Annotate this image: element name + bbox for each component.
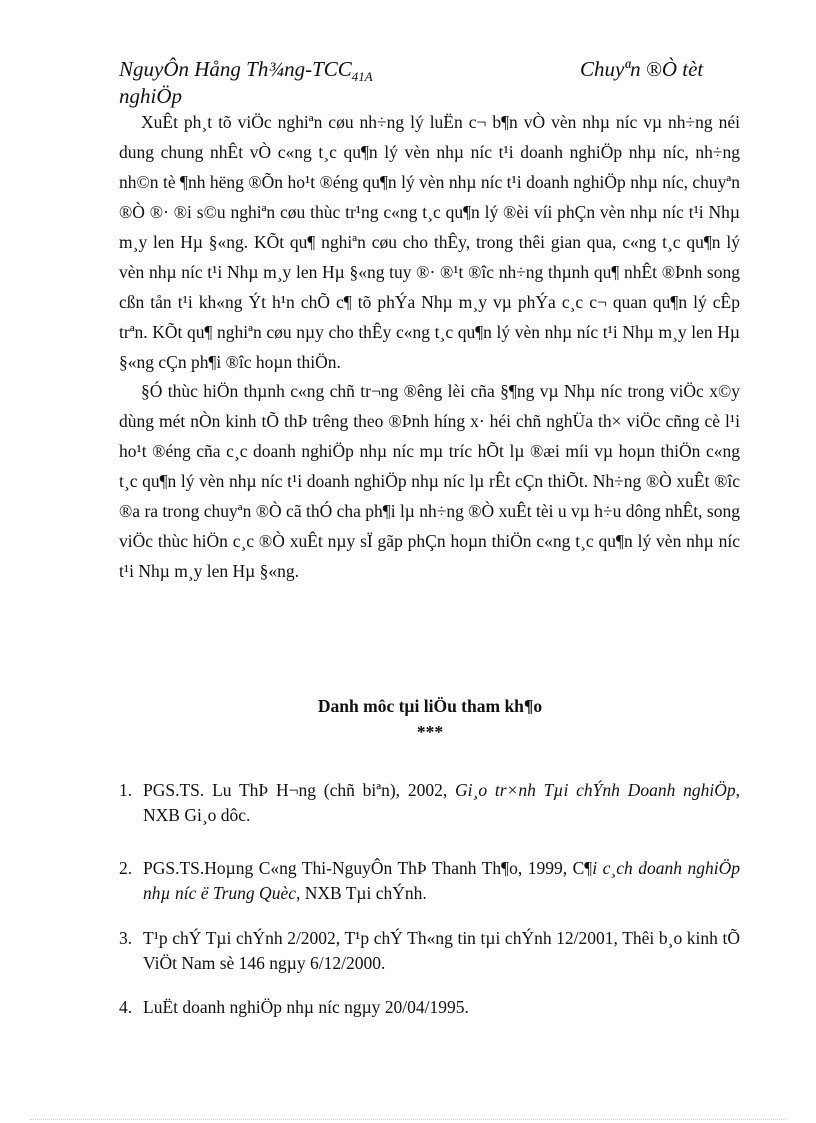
reference-item [119, 856, 740, 906]
reference-item [119, 995, 740, 1020]
reference-text: T¹p chÝ Tµi chÝnh 2/2002, T¹p chÝ Th«ng tin tµi chÝnh 12/2001, Thêi b¸o kinh tÕ ViÖt Nam sè 146 ngµy 6/12/2000. [143, 928, 740, 973]
reference-number: 2. [119, 858, 133, 878]
reference-number: 4. [119, 997, 133, 1017]
conclusion-paragraph-1: XuÊt ph¸t tõ viÖc nghiªn cøu nh÷ng lý luËn c¬ b¶n vÒ vèn nhµ níc vµ nh÷ng néi dung chung nhÊt vÒ c«ng t¸c qu¶n lý vèn nhµ níc t¹i doanh nghiÖp nhµ níc, nh÷ng nh©n tè ¶nh hëng ®Õn ho¹t ®éng qu¶n lý vèn nhµ níc t¹i doanh nghiÖp nhµ níc, chuyªn ®Ò ®· ®i s©u nghiªn cøu thùc tr¹ng c«ng t¸c qu¶n lý ®èi víi phÇn vèn nhµ níc t¹i Nhµ m¸y len Hµ §«ng. KÕt qu¶ nghiªn cøu cho thÊy, trong thêi gian qua, c«ng t¸c qu¶n lý vèn nhµ níc t¹i Nhµ m¸y len Hµ §«ng tuy ®· ®¹t ®îc nh÷ng thµnh qu¶ nhÊt ®Þnh song cßn tån t¹i kh«ng Ýt h¹n chÕ c¶ tõ phÝa Nhµ m¸y vµ phÝa c¸c c¬ quan qu¶n lý cÊp trªn. KÕt qu¶ nghiªn cøu nµy cho thÊy c«ng t¸c qu¶n lý vèn nhµ níc t¹i Nhµ m¸y len Hµ §«ng cÇn ph¶i ®îc hoµn thiÖn. [119, 112, 740, 372]
header-topic: Chuyªn ®Ò tèt [580, 57, 704, 81]
reference-body [143, 856, 740, 906]
reference-book-title: i c¸ch doanh nghiÖp nhµ níc ë Trung Quèc [143, 858, 740, 903]
header-author-subscript: 41A [351, 69, 373, 85]
reference-item [119, 778, 740, 828]
reference-text: PGS.TS. Lu ThÞ H¬ng (chñ biªn), 2002, [143, 780, 456, 800]
reference-text: PGS.TS.Hoµng C«ng Thi-NguyÔn ThÞ Thanh Th¶o, 1999, C¶ [143, 858, 593, 878]
reference-body [143, 995, 740, 1020]
reference-text: LuËt doanh nghiÖp nhµ níc ngµy 20/04/1995. [143, 997, 469, 1017]
references-separator: *** [416, 722, 444, 742]
reference-body [143, 778, 740, 828]
reference-number: 3. [119, 928, 133, 948]
reference-item [119, 926, 740, 976]
reference-publisher: , NXB Tµi chÝnh. [295, 883, 427, 903]
reference-book-title: Gi¸o tr×nh Tµi chÝnh Doanh nghiÖp [455, 780, 736, 800]
reference-body [143, 926, 740, 976]
references-title: Danh môc tµi liÖu tham kh¶o [317, 696, 543, 716]
header-author-text: NguyÔn Hång Th¾ng-TCC [119, 57, 352, 81]
page-bottom-divider [30, 1119, 786, 1120]
reference-publisher: , NXB Gi¸o dôc. [143, 780, 740, 825]
header-topic-continued: nghiÖp [119, 84, 182, 108]
conclusion-paragraph-2: §Ó thùc hiÖn thµnh c«ng chñ tr¬ng ®êng lèi cña §¶ng vµ Nhµ níc trong viÖc x©y dùng mét nÒn kinh tÕ thÞ trêng theo ®Þnh híng x· héi chñ nghÜa th× viÖc cñng cè l¹i ho¹t ®éng cña c¸c doanh nghiÖp nhµ níc mµ tríc hÕt lµ ®æi míi vµ hoµn thiÖn c«ng t¸c qu¶n lý vèn nhµ níc t¹i doanh nghiÖp nhµ níc lµ rÊt cÇn thiÕt. Nh÷ng ®Ò xuÊt ®îc ®a ra trong chuyªn ®Ò cã thÓ cha ph¶i lµ nh÷ng ®Ò xuÊt tèi u vµ h÷u dông nhÊt, song viÖc thùc hiÖn c¸c ®Ò xuÊt nµy sÏ gãp phÇn hoµn thiÖn c«ng t¸c qu¶n lý vèn nhµ níc t¹i Nhµ m¸y len Hµ §«ng. [119, 381, 740, 581]
reference-number: 1. [119, 780, 133, 800]
